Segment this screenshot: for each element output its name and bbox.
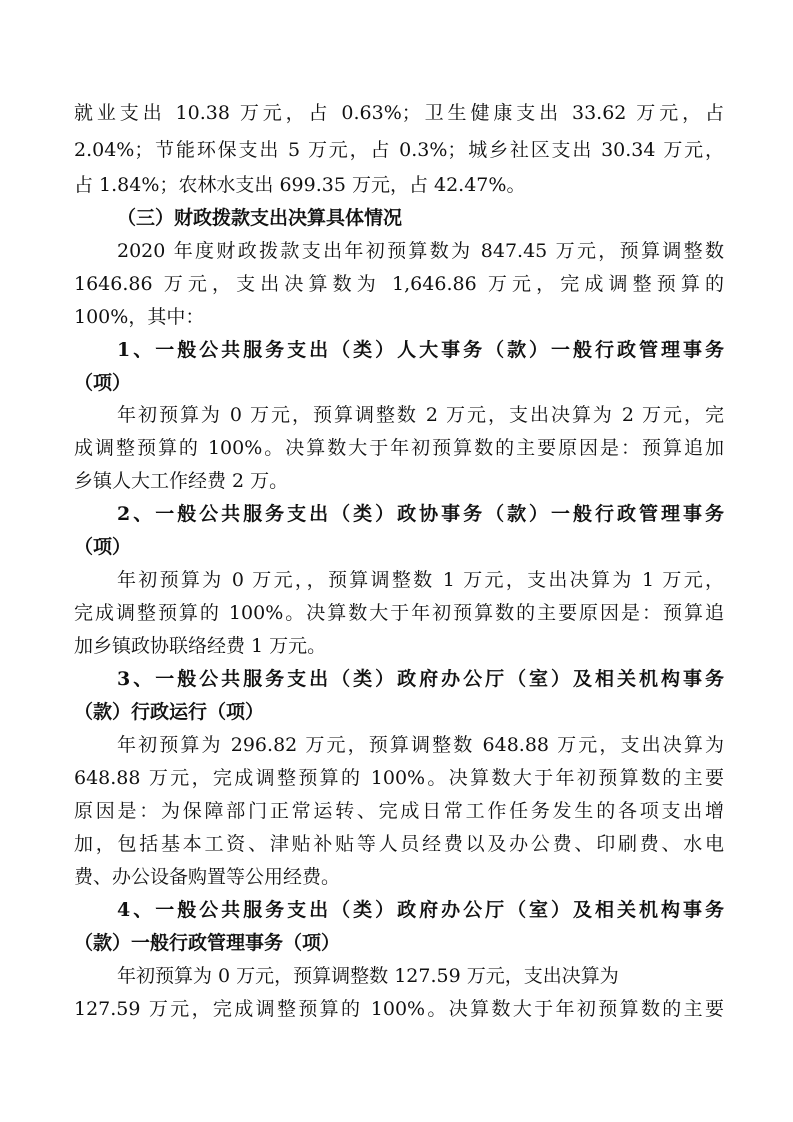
body-text-line: 年初预算为 0 万元，预算调整数 127.59 万元，支出决算为 [117, 965, 619, 987]
item-heading: 4、一般公共服务支出（类）政府办公厅（室）及相关机构事务 [117, 899, 724, 921]
body-text-line: 成调整预算的 100%。决算数大于年初预算数的主要原因是：预算追加 [74, 437, 724, 459]
item-heading: 1、一般公共服务支出（类）人大事务（款）一般行政管理事务 [117, 339, 724, 361]
body-text-line: 127.59 万元，完成调整预算的 100%。决算数大于年初预算数的主要 [74, 998, 724, 1020]
body-text-line: 原因是：为保障部门正常运转、完成日常工作任务发生的各项支出增 [74, 800, 724, 822]
body-text-line: 乡镇人大工作经费 2 万。 [74, 470, 289, 492]
body-text-line: 年初预算为 0 万元，预算调整数 2 万元，支出决算为 2 万元，完 [117, 404, 724, 426]
body-text-line: 2.04%；节能环保支出 5 万元，占 0.3%；城乡社区支出 30.34 万元， [74, 139, 724, 161]
body-text-line: 2020 年度财政拨款支出年初预算数为 847.45 万元，预算调整数 [117, 240, 724, 262]
body-text-line: 1646.86 万元，支出决算数为 1,646.86 万元，完成调整预算的 [74, 273, 724, 295]
body-text-line: 占 1.84%；农林水支出 699.35 万元，占 42.47%。 [74, 174, 526, 196]
body-text-line: 加，包括基本工资、津贴补贴等人员经费以及办公费、印刷费、水电 [74, 833, 724, 855]
section-heading: （三）财政拨款支出决算具体情况 [117, 207, 403, 229]
item-heading: （项） [74, 536, 132, 558]
body-text-line: 完成调整预算的 100%。决算数大于年初预算数的主要原因是：预算追 [74, 602, 724, 624]
body-text-line: 就业支出 10.38 万元，占 0.63%；卫生健康支出 33.62 万元，占 [74, 102, 724, 124]
body-text-line: 年初预算为 0 万元，，预算调整数 1 万元，支出决算为 1 万元， [117, 569, 724, 591]
item-heading: （款）行政运行（项） [74, 701, 265, 723]
item-heading: （项） [74, 372, 132, 394]
body-text-line: 费、办公设备购置等公用经费。 [74, 866, 341, 888]
item-heading: 2、一般公共服务支出（类）政协事务（款）一般行政管理事务 [117, 503, 724, 525]
body-text-line: 加乡镇政协联络经费 1 万元。 [74, 635, 327, 657]
item-heading: 3、一般公共服务支出（类）政府办公厅（室）及相关机构事务 [117, 668, 724, 690]
body-text-line: 年初预算为 296.82 万元，预算调整数 648.88 万元，支出决算为 [117, 734, 724, 756]
body-text-line: 648.88 万元，完成调整预算的 100%。决算数大于年初预算数的主要 [74, 767, 724, 789]
body-text-line: 100%，其中： [74, 306, 205, 328]
item-heading: （款）一般行政管理事务（项） [74, 932, 341, 954]
